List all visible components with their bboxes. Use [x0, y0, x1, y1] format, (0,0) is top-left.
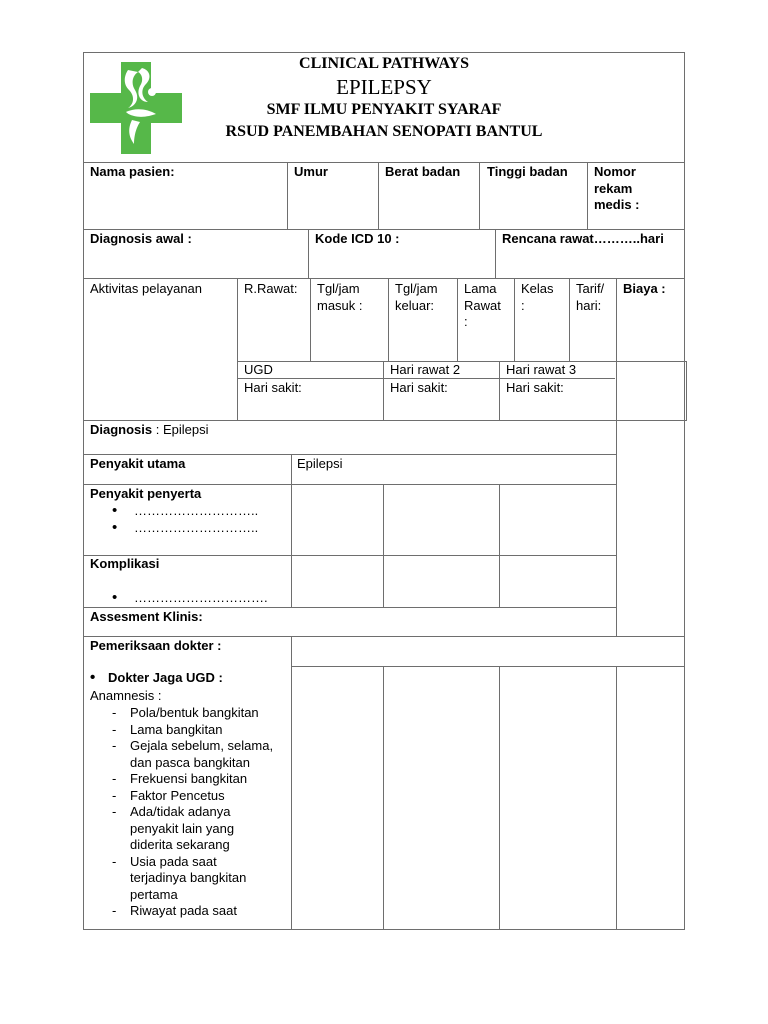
list-item: - Gejala sebelum, selama,: [107, 738, 273, 755]
icd-code-label: Kode ICD 10 :: [315, 231, 400, 246]
list-item: terjadinya bangkitan: [130, 870, 247, 885]
activity-label: Aktivitas pelayanan: [90, 281, 203, 296]
rule: [587, 162, 588, 229]
room-label: R.Rawat:: [244, 281, 298, 296]
tariff-label: Tarif/ hari:: [576, 281, 605, 313]
list-item: dan pasca bangkitan: [130, 754, 250, 770]
rule: [686, 361, 687, 421]
er-doctor-list: [90, 670, 223, 687]
rule: [388, 278, 389, 361]
anamnesis-list: [107, 705, 273, 920]
comorbidity-list: [112, 503, 258, 536]
rule: [616, 278, 617, 636]
rule: [383, 484, 384, 607]
rule: [83, 162, 685, 163]
er-doctor-label: • Dokter Jaga UGD :: [90, 670, 223, 687]
rule: [83, 420, 687, 421]
rule: [83, 607, 617, 608]
list-item: penyakit lain yang: [130, 820, 235, 836]
list-item: - Ada/tidak adanya: [107, 804, 273, 821]
complication-list: [112, 590, 268, 607]
rule: [83, 229, 685, 230]
care-plan-label: Rencana rawat………..hari: [502, 231, 664, 246]
rule: [499, 484, 500, 607]
rule: [495, 229, 496, 278]
header-department: SMF ILMU PENYAKIT SYARAF: [266, 101, 502, 118]
age-label: Umur: [294, 164, 328, 179]
list-item: - Lama bangkitan: [107, 722, 273, 739]
diagnosis-line: Diagnosis : Epilepsi: [90, 422, 209, 437]
patient-name-label: Nama pasien:: [90, 164, 175, 179]
rule: [308, 229, 309, 278]
list-item: - Faktor Pencetus: [107, 788, 273, 805]
rule: [83, 278, 685, 279]
rule: [616, 666, 617, 930]
rule: [291, 454, 292, 607]
clinical-assessment-label: Assesment Klinis:: [90, 609, 203, 624]
frame-right: [684, 52, 685, 930]
admission-datetime-label: Tgl/jam masuk :: [317, 281, 363, 313]
rule: [569, 278, 570, 361]
rule: [514, 278, 515, 361]
header-disease: EPILEPSY: [336, 75, 432, 99]
main-disease-value: Epilepsi: [297, 456, 343, 471]
header-title: CLINICAL PATHWAYS: [299, 55, 469, 72]
rule: [383, 666, 384, 930]
list-item: • ………………………..: [112, 503, 258, 520]
rule: [83, 636, 685, 637]
rule: [291, 666, 685, 667]
list-item: - Riwayat pada saat: [107, 903, 273, 920]
rule: [457, 278, 458, 361]
list-item: • ………………………….: [112, 590, 268, 607]
rule: [237, 361, 687, 362]
discharge-datetime-label: Tgl/jam keluar:: [395, 281, 438, 313]
main-disease-label: Penyakit utama: [90, 456, 186, 471]
care-day-2-label: Hari rawat 2: [390, 362, 461, 377]
sick-day-label: Hari sakit:: [506, 380, 564, 395]
list-item: pertama: [130, 886, 178, 902]
rule: [499, 361, 500, 420]
medical-cross-icon: [90, 62, 182, 154]
rule: [310, 278, 311, 361]
care-day-3-label: Hari rawat 3: [506, 362, 577, 377]
rule: [237, 278, 238, 420]
hospital-logo: [90, 62, 182, 154]
anamnesis-label: Anamnesis :: [90, 688, 162, 703]
complication-label: Komplikasi: [90, 556, 160, 571]
weight-label: Berat badan: [385, 164, 461, 179]
cost-label: Biaya :: [623, 281, 666, 296]
list-item: - Frekuensi bangkitan: [107, 771, 273, 788]
doctor-exam-label: Pemeriksaan dokter :: [90, 638, 222, 653]
sick-day-label: Hari sakit:: [244, 380, 302, 395]
initial-diagnosis-label: Diagnosis awal :: [90, 231, 192, 246]
frame-left: [83, 52, 84, 930]
rule: [383, 361, 384, 420]
list-item: - Usia pada saat: [107, 854, 273, 871]
sick-day-label: Hari sakit:: [390, 380, 448, 395]
list-item: • ………………………..: [112, 520, 258, 537]
rule: [83, 484, 617, 485]
comorbidity-label: Penyakit penyerta: [90, 486, 202, 501]
rule: [83, 454, 617, 455]
rule: [287, 162, 288, 229]
list-item: - Pola/bentuk bangkitan: [107, 705, 273, 722]
list-item: diderita sekarang: [130, 837, 230, 852]
frame-bottom: [83, 929, 685, 930]
rule: [479, 162, 480, 229]
header-hospital: RSUD PANEMBAHAN SENOPATI BANTUL: [225, 123, 543, 140]
rule: [378, 162, 379, 229]
record-number-label: Nomor rekam medis :: [594, 164, 640, 212]
class-label: Kelas :: [521, 281, 554, 313]
height-label: Tinggi badan: [487, 164, 568, 179]
ugd-label: UGD: [244, 362, 273, 377]
rule: [291, 636, 292, 930]
frame-top: [83, 52, 685, 53]
rule: [499, 666, 500, 930]
length-of-stay-label: Lama Rawat :: [464, 281, 501, 329]
rule: [83, 555, 617, 556]
